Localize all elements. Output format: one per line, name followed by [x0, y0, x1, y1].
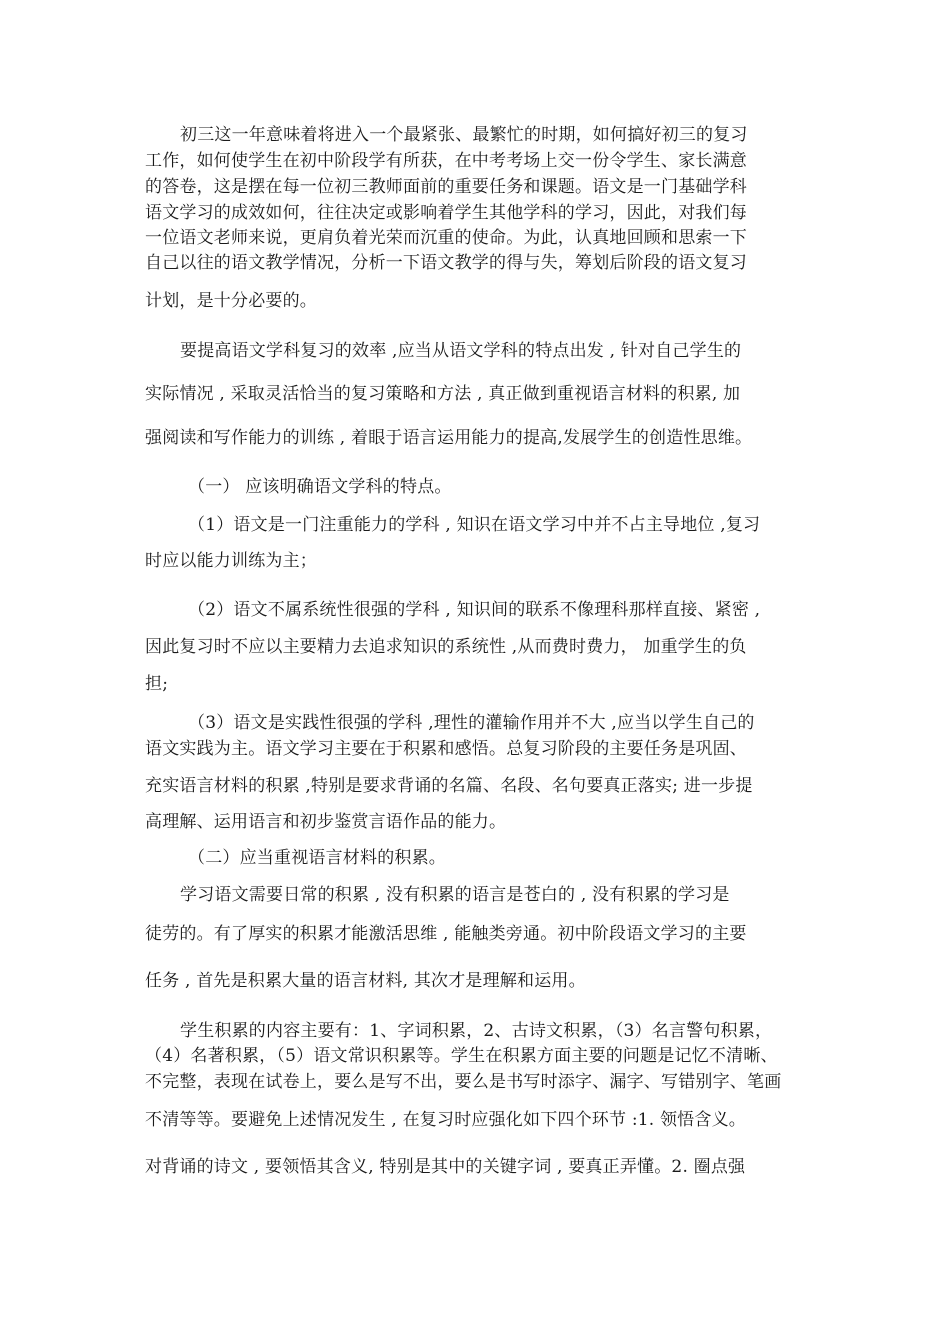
text-line: 工作，如何使学生在初中阶段学有所获，在中考考场上交一份令学生、家长满意 [145, 151, 747, 171]
text-line: 语文学习的成效如何，往往决定或影响着学生其他学科的学习，因此，对我们每 [145, 203, 747, 223]
section-heading: （二）应当重视语言材料的积累。 [188, 848, 446, 868]
text-line: 因此复习时不应以主要精力去追求知识的系统性 ,从而费时费力， 加重学生的负 [145, 637, 747, 657]
text-line: 不清等等。要避免上述情况发生 , 在复习时应强化如下四个环节 :1. 领悟含义。 [145, 1110, 746, 1130]
text-line: 自己以往的语文教学情况，分析一下语文教学的得与失，筹划后阶段的语文复习 [145, 253, 747, 273]
text-line: 计划，是十分必要的。 [145, 291, 317, 311]
text-line: 要提高语文学科复习的效率 ,应当从语文学科的特点出发 , 针对自己学生的 [180, 341, 742, 361]
text-line: 徒劳的。有了厚实的积累才能激活思维 , 能触类旁通。初中阶段语文学习的主要 [145, 924, 747, 944]
text-line: 的答卷，这是摆在每一位初三教师面前的重要任务和课题。语文是一门基础学科 [145, 177, 747, 197]
text-line: 充实语言材料的积累 ,特别是要求背诵的名篇、名段、名句要真正落实; 进一步提 [145, 776, 753, 796]
text-line: 时应以能力训练为主； [145, 551, 317, 571]
text-line: 语文实践为主。语文学习主要在于积累和感悟。总复习阶段的主要任务是巩固、 [145, 739, 747, 759]
text-line: （2）语文不属系统性很强的学科 , 知识间的联系不像理科那样直接、紧密 , [188, 600, 761, 620]
text-line: 担; [145, 674, 169, 694]
text-line: 任务 , 首先是积累大量的语言材料, 其次才是理解和运用。 [145, 971, 586, 991]
text-line: 初三这一年意味着将进入一个最紧张、最繁忙的时期，如何搞好初三的复习 [180, 125, 748, 145]
text-line: （4）名著积累，（5）语文常识积累等。学生在积累方面主要的问题是记忆不清晰、 [145, 1046, 778, 1066]
text-line: （3）语文是实践性很强的学科 ,理性的灌输作用并不大 ,应当以学生自己的 [188, 713, 755, 733]
text-line: 不完整，表现在试卷上，要么是写不出，要么是书写时添字、漏字、写错别字、笔画 [145, 1072, 782, 1092]
text-line: 实际情况 , 采取灵活恰当的复习策略和方法 , 真正做到重视语言材料的积累, 加 [145, 384, 741, 404]
text-line: 一位语文老师来说，更肩负着光荣而沉重的使命。为此，认真地回顾和思索一下 [145, 228, 747, 248]
text-line: 对背诵的诗文 , 要领悟其含义, 特别是其中的关键字词 , 要真正弄懂。2. 圈点强 [145, 1157, 746, 1177]
text-line: 强阅读和写作能力的训练 , 着眼于语言运用能力的提高,发展学生的创造性思维。 [145, 428, 753, 448]
text-line: （1）语文是一门注重能力的学科 , 知识在语文学习中并不占主导地位 ,复习 [188, 515, 761, 535]
text-line: 学生积累的内容主要有：1、字词积累，2、古诗文积累，（3）名言警句积累， [180, 1021, 773, 1041]
text-line: 学习语文需要日常的积累 , 没有积累的语言是苍白的 , 没有积累的学习是 [180, 885, 730, 905]
section-heading: （一） 应该明确语文学科的特点。 [188, 477, 452, 497]
text-line: 高理解、运用语言和初步鉴赏言语作品的能力。 [145, 812, 507, 832]
